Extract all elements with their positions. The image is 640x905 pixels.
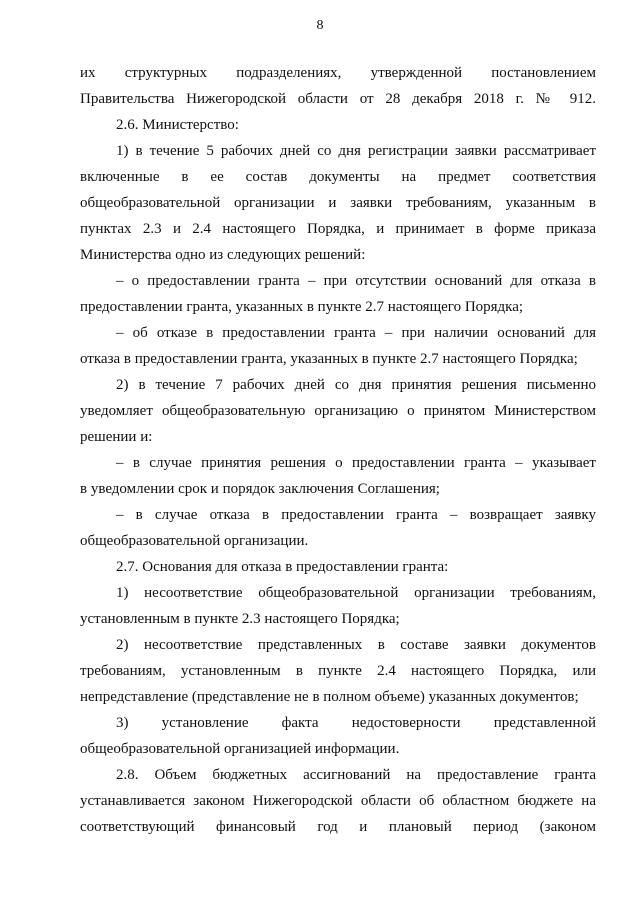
text-line: требованиям, установленным в пункте 2.4 настоящего Порядка, или: [80, 663, 596, 679]
document-body: [80, 60, 596, 840]
text-line: – в случае отказа в предоставлении гранта – возвращает заявку: [116, 507, 596, 523]
text-line: их структурных подразделениях, утвержденной постановлением: [80, 65, 596, 81]
paragraph: [80, 502, 596, 554]
text-line: 1) несоответствие общеобразовательной организации требованиям,: [116, 585, 596, 601]
text-line: 2) в течение 7 рабочих дней со дня принятия решения письменно: [116, 377, 596, 393]
text-line: уведомляет общеобразовательную организацию о принятом Министерством: [80, 403, 596, 419]
text-line: Правительства Нижегородской области от 28 декабря 2018 г. № 912.: [80, 91, 596, 107]
text-line: установленным в пункте 2.3 настоящего Порядка;: [80, 611, 400, 627]
paragraph: [80, 450, 596, 502]
paragraph: [80, 372, 596, 450]
text-line: решении и:: [80, 429, 153, 445]
text-line: 2.7. Основания для отказа в предоставлении гранта:: [116, 559, 449, 575]
text-line: – о предоставлении гранта – при отсутствии оснований для отказа в: [116, 273, 596, 289]
paragraph: [80, 268, 596, 320]
text-line: включенные в ее состав документы на предмет соответствия: [80, 169, 596, 185]
paragraph: [80, 60, 596, 112]
text-line: 2) несоответствие представленных в составе заявки документов: [116, 637, 596, 653]
paragraph: [80, 554, 596, 580]
text-line: 1) в течение 5 рабочих дней со дня регистрации заявки рассматривает: [116, 143, 596, 159]
text-line: 2.8. Объем бюджетных ассигнований на предоставление гранта: [116, 767, 596, 783]
paragraph: [80, 112, 596, 138]
text-line: предоставлении гранта, указанных в пункте 2.7 настоящего Порядка;: [80, 299, 524, 315]
text-line: непредставление (представление не в полном объеме) указанных документов;: [80, 689, 579, 705]
page-number: 8: [316, 18, 324, 33]
text-line: 3) установление факта недостоверности представленной: [116, 715, 596, 731]
text-line: общеобразовательной организацией информации.: [80, 741, 400, 757]
text-line: соответствующий финансовый год и плановый период (законом: [80, 819, 596, 835]
paragraph: [80, 580, 596, 632]
text-line: – об отказе в предоставлении гранта – при наличии оснований для: [116, 325, 596, 341]
text-line: устанавливается законом Нижегородской области об областном бюджете на: [80, 793, 596, 809]
text-line: в уведомлении срок и порядок заключения Соглашения;: [80, 481, 440, 497]
paragraph: [80, 762, 596, 840]
text-line: общеобразовательной организации.: [80, 533, 309, 549]
paragraph: [80, 320, 596, 372]
text-line: – в случае принятия решения о предоставлении гранта – указывает: [116, 455, 596, 471]
text-line: общеобразовательной организации и заявки требованиям, указанным в: [80, 195, 596, 211]
text-line: пунктах 2.3 и 2.4 настоящего Порядка, и принимает в форме приказа: [80, 221, 596, 237]
paragraph: [80, 138, 596, 268]
paragraph: [80, 632, 596, 710]
text-line: 2.6. Министерство:: [116, 117, 239, 133]
text-line: Министерства одно из следующих решений:: [80, 247, 366, 263]
paragraph: [80, 710, 596, 762]
text-line: отказа в предоставлении гранта, указанных в пункте 2.7 настоящего Порядка;: [80, 351, 578, 367]
